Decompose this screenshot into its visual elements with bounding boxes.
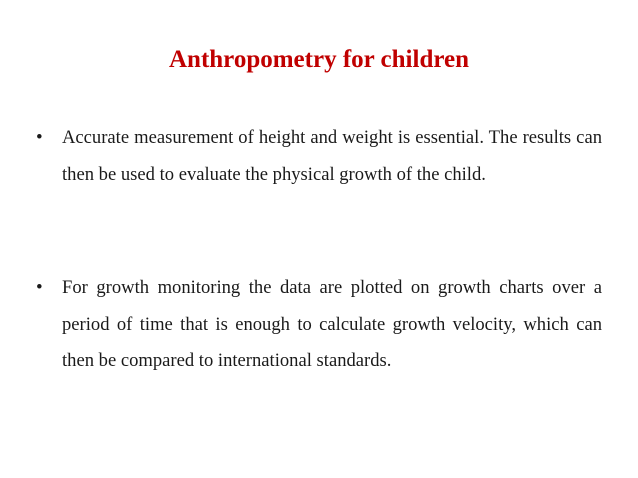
- slide-title: Anthropometry for children: [169, 46, 469, 73]
- bullet-marker: •: [36, 127, 43, 148]
- bullet-marker: •: [36, 277, 43, 298]
- bullet-text: Accurate measurement of height and weight is essential. The results can then be used to evaluate the physical growth of the child.: [62, 127, 602, 185]
- bullet-text: For growth monitoring the data are plotted on growth charts over a period of time that is enough to calculate growth velocity, which can then be compared to international standards.: [62, 277, 602, 371]
- bullet-item: [36, 270, 602, 380]
- bullet-item: [36, 120, 602, 193]
